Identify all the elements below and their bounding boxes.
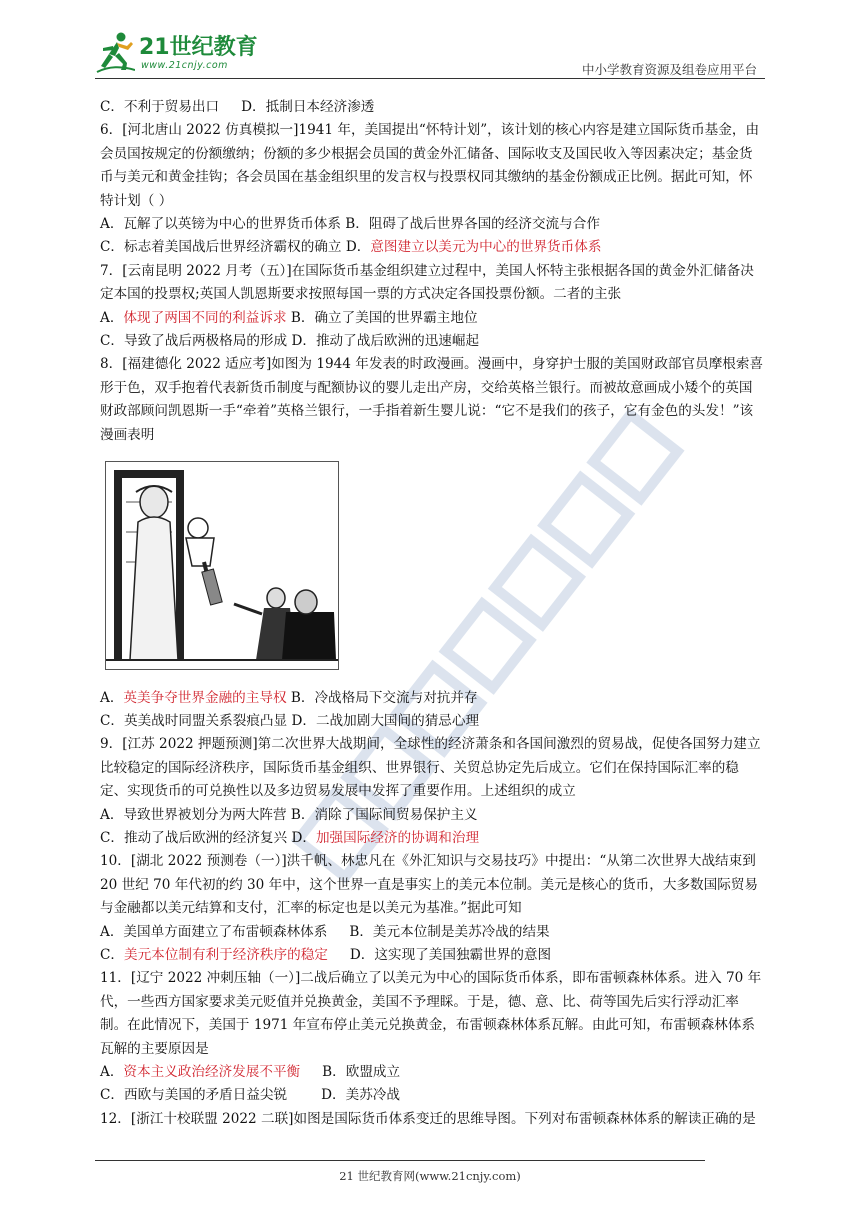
q7-option-b: B．确立了美国的世界霸主地位: [290, 309, 478, 326]
q5-option-d: D．抵制日本经济渗透: [241, 99, 375, 115]
q11-options-ab: [100, 1061, 765, 1084]
q7-options-cd: [100, 330, 765, 353]
q9-option-b: B．消除了国际间贸易保护主义: [290, 806, 478, 823]
q8-option-b: B．冷战格局下交流与对抗并存: [290, 689, 478, 706]
q7-answer: 体现了两国不同的利益诉求: [123, 309, 287, 326]
q10-option-b: B．美元本位制是美苏冷战的结果: [349, 923, 550, 940]
page-footer[interactable]: 21 世纪教育网(www.21cnjy.com): [339, 1169, 521, 1183]
runner-logo-icon: [95, 30, 135, 74]
logo-title: 21世纪教育: [139, 35, 258, 60]
footer-divider: [95, 1160, 705, 1161]
q10-option-d: D．这实现了美国独霸世界的意图: [349, 946, 552, 963]
q6-option-c: C．标志着美国战后世界经济霸权的确立: [100, 239, 342, 256]
q9-answer: 加强国际经济的协调和治理: [315, 829, 480, 846]
q7-option-c: C．导致了战后两极格局的形成: [100, 333, 288, 350]
q6-option-b: B．阻碍了战后世界各国的经济交流与合作: [345, 216, 600, 233]
q11-answer: 资本主义政治经济发展不平衡: [123, 1064, 301, 1080]
q8-options-ab: [100, 687, 765, 710]
platform-name: 中小学教育资源及组卷应用平台: [581, 62, 757, 77]
q8-answer: 英美争夺世界金融的主导权: [123, 689, 287, 706]
q7-options-ab: [100, 307, 765, 330]
q11-option-b: B．欧盟成立: [322, 1064, 401, 1080]
q10-option-c-label: C．: [100, 946, 124, 963]
q6-option-a: A．瓦解了以英镑为中心的世界货币体系: [100, 216, 341, 233]
q11-stem: 11．[辽宁 2022 冲刺压轴（一）]二战后确立了以美元为中心的国际货币体系，即布雷顿森林体系。进入 70 年代，一些西方国家要求美元贬值并兑换黄金，美国不予理睬。于是，德、意、比、荷等国先后实行浮动汇率制。在此情况下，美国于 1971 年宣布停止美元兑换黄金，布雷顿森林体系瓦解。由此可知，布雷顿森林体系瓦解的主要原因是: [100, 970, 762, 1057]
q8-option-a-label: A．: [100, 689, 124, 706]
q10-options-ab: [100, 921, 765, 944]
q8-options-cd: [100, 710, 765, 733]
q8-option-c: C．英美战时同盟关系裂痕凸显: [100, 712, 288, 729]
q8-stem: 8．[福建德化 2022 适应考]如图为 1944 年发表的时政漫画。漫画中，身穿护士服的美国财政部官员摩根索喜形于色，双手抱着代表新货币制度与配额协议的婴儿走出产房，交给英格兰银行。而被故意画成小矮个的英国财政部顾问凯恩斯一手“牵着”英格兰银行，一手指着新生婴儿说：“它不是我们的孩子，它有金色的头发！”该漫画表明: [100, 356, 764, 443]
q7-option-d: D．推动了战后欧洲的迅速崛起: [291, 333, 480, 350]
q10-option-a: A．美国单方面建立了布雷顿森林体系: [100, 923, 328, 940]
q10-options-cd: [100, 944, 765, 967]
header-divider: [95, 78, 765, 79]
q9-option-c: C．推动了战后欧洲的经济复兴: [100, 829, 288, 846]
q5-options-cd: [100, 96, 765, 119]
q5-option-c: C．不利于贸易出口: [100, 99, 220, 115]
q8-option-d: D．二战加剧大国间的猜忌心理: [291, 712, 480, 729]
q9-option-d-label: D．: [291, 829, 316, 846]
q7-stem: 7．[云南昆明 2022 月考（五）]在国际货币基金组织建立过程中，美国人怀特主张根据各国的黄金外汇储备决定本国的投票权;英国人凯恩斯要求按照每国一票的方式决定各国投票份额。二者的主张: [100, 262, 754, 303]
logo-url: www.21cnjy.com: [141, 60, 228, 71]
q11-options-cd: [100, 1084, 765, 1107]
q10-answer: 美元本位制有利于经济秩序的稳定: [124, 946, 328, 963]
q11-option-c: C．西欧与美国的矛盾日益尖锐: [100, 1087, 288, 1104]
political-cartoon-image: [105, 461, 339, 670]
q6-options-cd: [100, 236, 765, 259]
q12-stem: 12．[浙江十校联盟 2022 二联]如图是国际货币体系变迁的思维导图。下列对布雷顿森林体系的解读正确的是: [100, 1110, 756, 1127]
q6-stem: 6．[河北唐山 2022 仿真模拟一]1941 年，美国提出“怀特计划”，该计划的核心内容是建立国际货币基金，由会员国按规定的份额缴纳；份额的多少根据会员国的黄金外汇储备、国际收支及国民收入等因素决定；基金货币与美元和黄金挂钩；各会员国在基金组织里的发言权与投票权同其缴纳的基金份额成正比例。据此可知，怀特计划（ ）: [100, 122, 760, 209]
q11-option-a-label: A．: [100, 1064, 124, 1080]
q11-option-d: D．美苏冷战: [321, 1087, 400, 1104]
q6-options-ab: [100, 213, 765, 236]
q9-option-a: A．导致世界被划分为两大阵营: [100, 806, 287, 823]
question-content: [100, 96, 765, 1131]
q6-answer: 意图建立以美元为中心的世界货币体系: [370, 239, 602, 256]
q9-options-cd: [100, 827, 765, 850]
q10-stem: 10．[湖北 2022 预测卷（一）]洪千帆、林忠凡在《外汇知识与交易技巧》中提出：“从第二次世界大战结束到 20 世纪 70 年代初的约 30 年中，这个世界一直是事实上的美元本位制。美元是核心的货币，大多数国际贸易与金融都以美元结算和支付，汇率的标定也是以美元为基准。”据此可知: [100, 853, 759, 917]
q7-option-a-label: A．: [100, 309, 124, 326]
q9-options-ab: [100, 804, 765, 827]
page-header: [95, 28, 765, 86]
q9-stem: 9．[江苏 2022 押题预测]第二次世界大战期间，全球性的经济萧条和各国间激烈的贸易战，促使各国努力建立比较稳定的国际经济秩序，国际货币基金组织、世界银行、关贸总协定先后成立。它们在保持国际汇率的稳定、实现货币的可兑换性以及多边贸易发展中发挥了重要作用。上述组织的成立: [100, 736, 761, 800]
q6-option-d-label: D．: [345, 239, 371, 256]
site-logo[interactable]: [95, 28, 265, 78]
